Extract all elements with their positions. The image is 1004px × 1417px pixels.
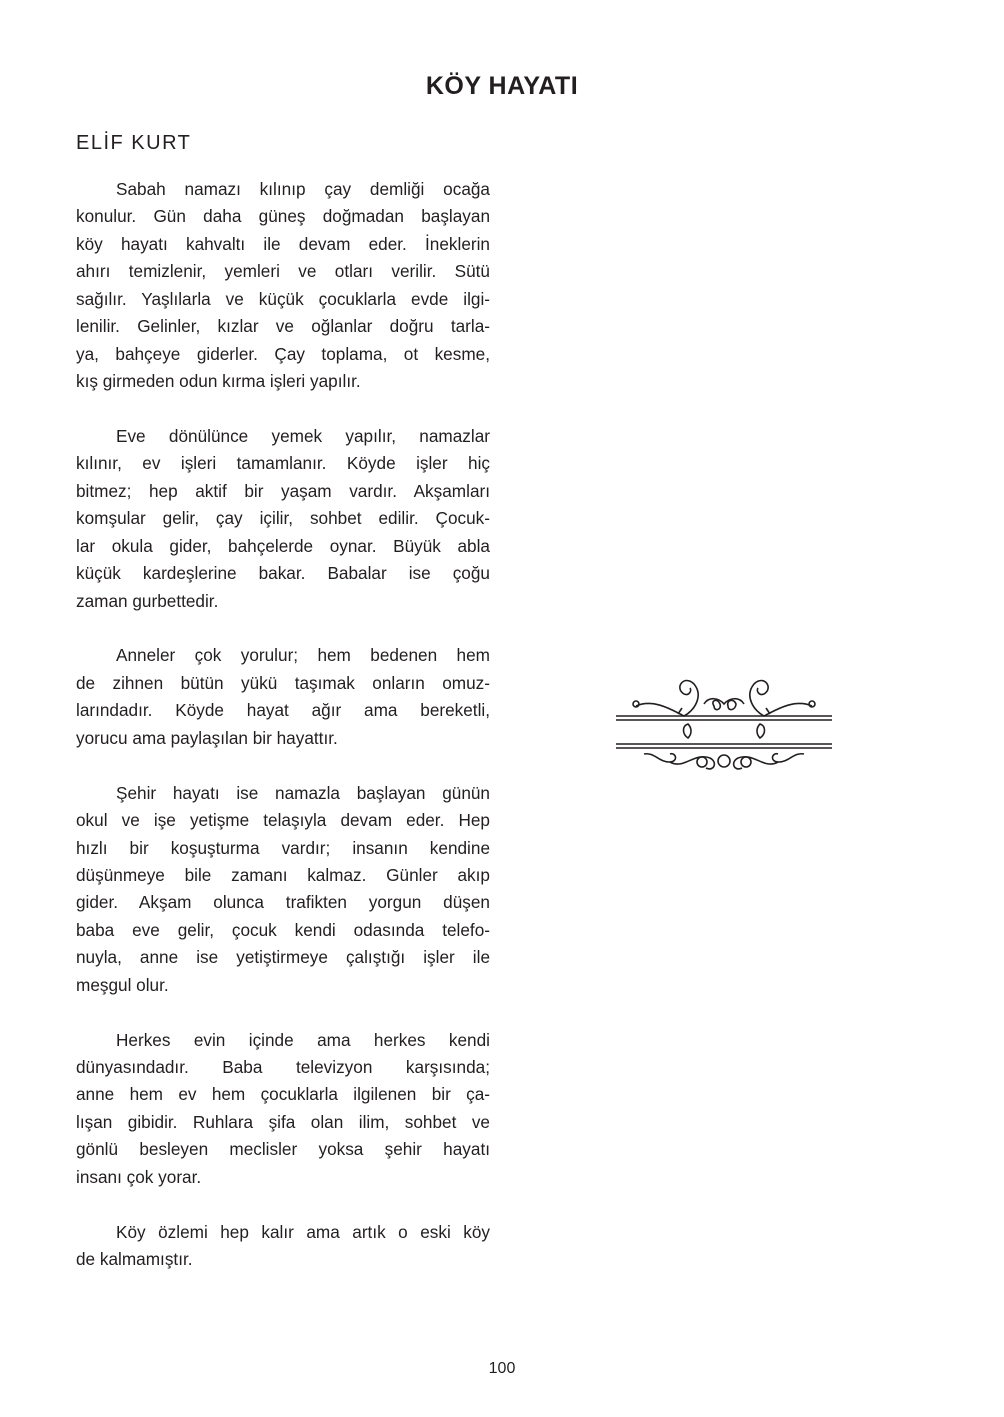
text-line: düşünmeye bile zamanı kalmaz. Günler akıp: [76, 864, 490, 885]
text-line: Herkes evin içinde ama herkes kendi: [116, 1029, 490, 1050]
text-line: komşular gelir, çay içilir, sohbet edilir. Çocuk-: [76, 508, 490, 529]
paragraph: [76, 642, 490, 752]
article-body: [76, 176, 490, 1274]
text-line: yorucu ama paylaşılan bir hayattır.: [76, 727, 338, 748]
text-line: meşgul olur.: [76, 974, 169, 995]
text-line: Köy özlemi hep kalır ama artık o eski köy: [116, 1221, 490, 1242]
text-line: gönlü besleyen meclisler yoksa şehir hayatı: [76, 1139, 490, 1160]
paragraph-gap: [76, 752, 490, 779]
text-line: de kalmamıştır.: [76, 1249, 193, 1270]
text-line: lar okula gider, bahçelerde oynar. Büyük abla: [76, 535, 490, 556]
text-line: Şehir hayatı ise namazla başlayan günün: [116, 782, 490, 803]
paragraph: [76, 176, 490, 396]
text-line: baba eve gelir, çocuk kendi odasında telefo-: [76, 919, 490, 940]
text-line: gider. Akşam olunca trafikten yorgun düşen: [76, 892, 490, 913]
text-line: küçük kardeşlerine bakar. Babalar ise çoğu: [76, 563, 490, 584]
text-line: Sabah namazı kılınıp çay demliği ocağa: [116, 179, 490, 199]
text-line: kış girmeden odun kırma işleri yapılır.: [76, 371, 361, 392]
text-line: lenilir. Gelinler, kızlar ve oğlanlar doğru tarla-: [76, 316, 490, 337]
text-line: ya, bahçeye giderler. Çay toplama, ot kesme,: [76, 343, 490, 364]
text-line: Anneler çok yorulur; hem bedenen hem: [116, 645, 490, 666]
author-name: ELİF KURT: [76, 132, 192, 154]
text-line: kılınır, ev işleri tamamlanır. Köyde işler hiç: [76, 453, 490, 474]
text-line: okul ve işe yetişme telaşıyla devam eder. Hep: [76, 810, 490, 831]
paragraph: [76, 1219, 490, 1274]
paragraph-gap: [76, 1191, 490, 1218]
text-line: Eve dönülünce yemek yapılır, namazlar: [116, 425, 490, 446]
paragraph: [76, 1027, 490, 1192]
text-line: ahırı temizlenir, yemleri ve otları verilir. Sütü: [76, 261, 490, 282]
text-line: dünyasındadır. Baba televizyon karşısında;: [76, 1057, 490, 1077]
text-line: sağılır. Yaşlılarla ve küçük çocuklarla evde ilgi-: [76, 288, 490, 309]
text-line: konulur. Gün daha güneş doğmadan başlayan: [76, 206, 490, 227]
page-title: KÖY HAYATI: [425, 72, 579, 100]
paragraph: [76, 780, 490, 1000]
decorative-divider-ornament-icon: [614, 666, 834, 778]
text-line: bitmez; hep aktif bir yaşam vardır. Akşamları: [76, 480, 490, 501]
paragraph: [76, 423, 490, 615]
text-line: köy hayatı kahvaltı ile devam eder. İneklerin: [76, 233, 490, 254]
text-line: de zihnen bütün yükü taşımak onların omuz-: [76, 672, 490, 693]
text-line: larındadır. Köyde hayat ağır ama bereketli,: [76, 700, 490, 721]
page-number: 100: [488, 1360, 516, 1377]
paragraph-gap: [76, 396, 490, 423]
paragraph-gap: [76, 999, 490, 1026]
text-line: insanı çok yorar.: [76, 1166, 202, 1187]
text-line: hızlı bir koşuşturma vardır; insanın kendine: [76, 837, 490, 858]
text-line: nuyla, anne ise yetiştirmeye çalıştığı işler ile: [76, 947, 490, 968]
paragraph-gap: [76, 615, 490, 642]
text-line: zaman gurbettedir.: [76, 590, 219, 611]
text-line: anne hem ev hem çocuklarla ilgilenen bir ça-: [76, 1084, 490, 1105]
text-line: lışan gibidir. Ruhlara şifa olan ilim, sohbet ve: [76, 1111, 490, 1132]
